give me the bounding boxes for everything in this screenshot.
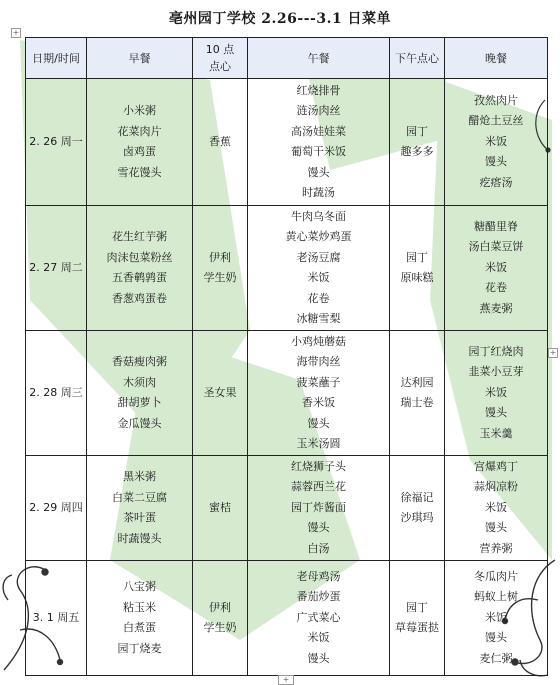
header-lunch <box>248 38 390 79</box>
menu-item: 醋炝土豆丝 <box>468 114 524 128</box>
menu-item: 馒头 <box>485 631 507 645</box>
menu-item: 糖醋里脊 <box>474 219 518 233</box>
menu-item: 园丁红烧肉 <box>468 344 524 358</box>
menu-item: 冬瓜肉片 <box>474 569 518 583</box>
header-lunch-text: 午餐 <box>307 51 330 65</box>
menu-item: 孜然肉片 <box>474 93 518 107</box>
menu-item: 小米粥 <box>123 104 156 117</box>
menu-item: 伊利 <box>209 600 231 614</box>
snack10-cell <box>193 456 248 561</box>
menu-item: 番茄炒蛋 <box>296 590 341 604</box>
menu-row <box>26 331 548 456</box>
menu-item: 金瓜馒头 <box>117 416 162 430</box>
menu-item: 香菇瘦肉粥 <box>112 355 167 368</box>
dinner-cell <box>445 456 548 561</box>
header-breakfast-text: 早餐 <box>128 51 151 65</box>
table-resize-handle-bottom[interactable]: + <box>278 675 294 685</box>
menu-item: 趣多多 <box>400 145 434 158</box>
menu-item: 冰糖雪梨 <box>296 312 341 325</box>
header-date <box>26 38 87 79</box>
menu-item: 宫爆鸡丁 <box>474 459 518 473</box>
menu-item: 米饭 <box>485 260 507 274</box>
menu-item: 蚂蚁上树 <box>474 590 518 604</box>
menu-item: 黑米粥 <box>123 470 156 483</box>
menu-item: 园丁 <box>406 250 428 264</box>
menu-item: 玉米羹 <box>479 426 513 440</box>
dinner-cell <box>445 331 548 456</box>
menu-item: 原味糕 <box>400 271 434 284</box>
menu-item: 韭菜小豆芽 <box>468 365 524 379</box>
menu-item: 涟汤肉丝 <box>296 104 341 117</box>
menu-item: 红烧狮子头 <box>291 459 346 473</box>
menu-item: 八宝粥 <box>123 580 156 593</box>
lunch-cell <box>248 561 390 676</box>
menu-item: 瑞士卷 <box>400 396 434 409</box>
menu-item: 粘玉米 <box>123 600 156 614</box>
date-cell <box>26 456 87 561</box>
menu-row <box>26 561 548 676</box>
menu-item: 白菜二豆腐 <box>112 490 167 504</box>
header-snack10-text: 10 点 <box>205 43 235 56</box>
afternoon-cell <box>390 79 445 206</box>
menu-item: 甜胡萝卜 <box>117 396 162 409</box>
menu-item: 五香鹌鹑蛋 <box>112 271 167 284</box>
snack10-cell <box>193 79 248 206</box>
menu-item: 卤鸡蛋 <box>123 145 156 158</box>
snack10-cell <box>193 561 248 676</box>
menu-item: 馒头 <box>485 521 507 535</box>
date-text: 2. 29 周四 <box>29 500 83 514</box>
menu-item: 老母鸡汤 <box>296 569 341 583</box>
menu-item: 营养粥 <box>479 541 513 555</box>
date-text: 2. 27 周二 <box>29 260 83 274</box>
menu-item: 伊利 <box>209 250 231 264</box>
menu-item: 米饭 <box>307 631 330 645</box>
menu-item: 徐福记 <box>400 490 434 504</box>
menu-item: 学生奶 <box>203 621 237 634</box>
breakfast-cell <box>87 331 193 456</box>
date-cell <box>26 206 87 331</box>
menu-item: 园丁烧麦 <box>117 641 162 655</box>
menu-item: 园丁 <box>406 600 428 614</box>
header-snack10 <box>193 38 248 79</box>
date-cell <box>26 331 87 456</box>
menu-item: 麦仁粥 <box>479 651 513 665</box>
menu-item: 玉米汤圆 <box>296 437 341 450</box>
menu-item: 白煮蛋 <box>123 621 156 634</box>
menu-item: 米饭 <box>485 500 507 514</box>
header-breakfast <box>87 38 193 79</box>
menu-item: 园丁 <box>406 124 428 138</box>
menu-item: 花生红芋粥 <box>112 230 167 243</box>
menu-item: 达利园 <box>400 375 434 389</box>
menu-item: 老汤豆腐 <box>296 250 341 264</box>
menu-item: 蒜焖凉粉 <box>474 480 518 494</box>
menu-item: 木须肉 <box>123 375 156 389</box>
menu-item: 燕麦粥 <box>479 301 513 315</box>
breakfast-cell <box>87 561 193 676</box>
menu-item: 黄心菜炒鸡蛋 <box>285 230 352 243</box>
afternoon-cell <box>390 456 445 561</box>
header-dinner <box>445 38 548 79</box>
menu-table <box>25 37 548 676</box>
menu-item: 圣女果 <box>203 385 237 399</box>
menu-item: 花卷 <box>485 281 507 295</box>
afternoon-cell <box>390 561 445 676</box>
header-afternoon <box>390 38 445 79</box>
menu-item: 香米饭 <box>302 396 335 409</box>
date-text: 3. 1 周五 <box>32 610 80 624</box>
menu-item: 小鸡炖蘑菇 <box>291 334 346 348</box>
breakfast-cell <box>87 456 193 561</box>
table-resize-handle-right[interactable]: + <box>549 348 557 357</box>
menu-item: 广式菜心 <box>296 610 341 624</box>
lunch-cell <box>248 79 390 206</box>
menu-item: 米饭 <box>485 385 507 399</box>
menu-item: 馒头 <box>307 416 330 430</box>
date-text: 2. 28 周三 <box>29 385 83 399</box>
menu-item: 米饭 <box>485 134 507 148</box>
menu-item: 茶叶蛋 <box>123 511 156 524</box>
menu-row <box>26 79 548 206</box>
breakfast-cell <box>87 206 193 331</box>
menu-item: 沙琪玛 <box>400 511 434 524</box>
menu-item: 学生奶 <box>203 271 237 284</box>
afternoon-cell <box>390 331 445 456</box>
menu-item: 雪花馒头 <box>117 165 162 179</box>
menu-table-wrapper <box>25 37 548 676</box>
header-afternoon-text: 下午点心 <box>395 51 439 65</box>
menu-item: 花卷 <box>307 291 330 305</box>
menu-item: 白汤 <box>307 541 330 555</box>
menu-item: 园丁炸酱面 <box>291 500 346 514</box>
menu-item: 馒头 <box>307 651 330 665</box>
menu-item: 馒头 <box>485 406 507 420</box>
menu-item: 红烧排骨 <box>296 83 341 97</box>
menu-item: 米饭 <box>485 610 507 624</box>
menu-item: 高汤娃娃菜 <box>291 124 346 138</box>
menu-item: 蜜桔 <box>209 500 231 514</box>
menu-item: 馒头 <box>307 165 330 179</box>
snack10-cell <box>193 206 248 331</box>
menu-row <box>26 456 548 561</box>
table-move-handle[interactable]: + <box>12 28 20 37</box>
menu-item: 时蔬馒头 <box>117 531 162 545</box>
date-cell <box>26 561 87 676</box>
menu-row <box>26 206 548 331</box>
lunch-cell <box>248 331 390 456</box>
menu-item: 草莓蛋挞 <box>395 621 439 634</box>
page-title: 亳州园丁学校 2.26---3.1 日菜单 <box>168 11 392 27</box>
menu-item: 花菜肉片 <box>117 124 162 138</box>
lunch-cell <box>248 456 390 561</box>
menu-item: 香葱鸡蛋卷 <box>112 291 167 305</box>
dinner-cell <box>445 79 548 206</box>
menu-item: 米饭 <box>307 271 330 284</box>
menu-item: 馒头 <box>485 155 507 169</box>
header-row <box>26 38 548 79</box>
date-cell <box>26 79 87 206</box>
menu-item: 疙瘩汤 <box>479 175 513 189</box>
menu-item: 馒头 <box>307 521 330 535</box>
header-date-text: 日期/时间 <box>32 51 80 65</box>
header-snack10-text: 点心 <box>209 60 231 73</box>
dinner-cell <box>445 561 548 676</box>
menu-item: 菠菜蘸子 <box>296 375 341 389</box>
date-text: 2. 26 周一 <box>29 134 83 148</box>
menu-item: 牛肉乌冬面 <box>291 209 346 223</box>
menu-item: 葡萄干米饭 <box>291 145 346 158</box>
menu-item: 香蕉 <box>209 134 231 148</box>
menu-item: 肉沫包菜粉丝 <box>106 250 173 264</box>
afternoon-cell <box>390 206 445 331</box>
breakfast-cell <box>87 79 193 206</box>
snack10-cell <box>193 331 248 456</box>
menu-body <box>26 79 548 676</box>
dinner-cell <box>445 206 548 331</box>
menu-item: 海带肉丝 <box>296 355 341 368</box>
lunch-cell <box>248 206 390 331</box>
menu-item: 时蔬汤 <box>302 186 335 199</box>
menu-item: 汤白菜豆饼 <box>468 240 524 254</box>
menu-item: 蒜蓉西兰花 <box>291 480 346 494</box>
header-dinner-text: 晚餐 <box>485 51 507 65</box>
